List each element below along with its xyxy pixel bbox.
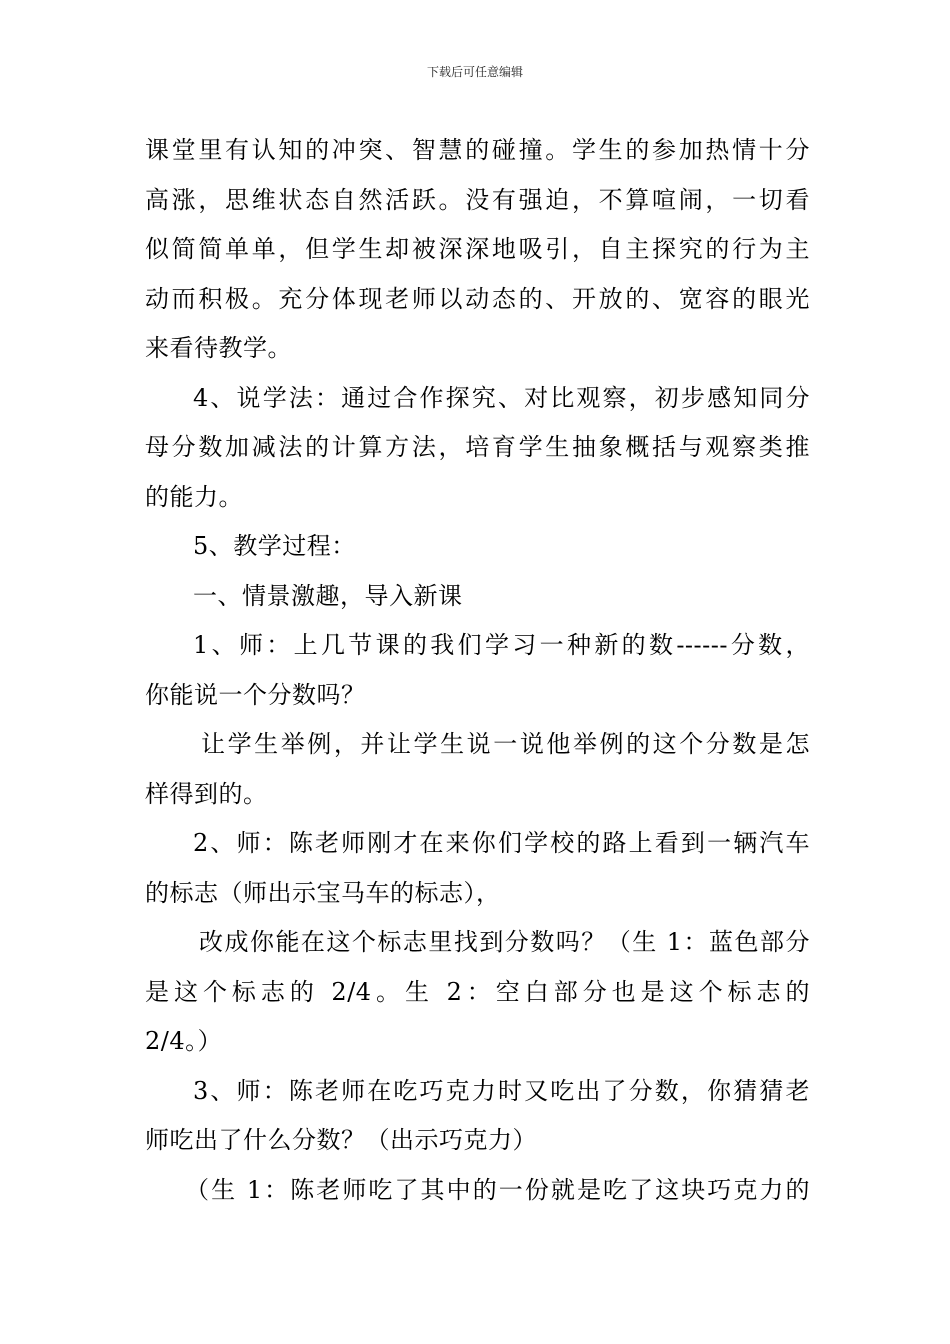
- text-line: 似简简单单，但学生却被深深地吸引，自主探究的行为主: [145, 235, 810, 263]
- page-header: 下载后可任意编辑: [426, 65, 523, 79]
- text-line: （生 1：陈老师吃了其中的一份就是吃了这块巧克力的: [185, 1175, 810, 1204]
- text-line: 一、情景激趣，导入新课: [193, 581, 463, 610]
- text-line: 3、师：陈老师在吃巧克力时又吃出了分数，你猜猜老: [193, 1076, 810, 1105]
- text-line: 的能力。: [145, 482, 243, 511]
- text-line: 课堂里有认知的冲突、智慧的碰撞。学生的参加热情十分: [145, 136, 810, 164]
- text-line: 动而积极。充分体现老师以动态的、开放的、宽容的眼光: [145, 284, 810, 313]
- document-body: [145, 126, 810, 1215]
- text-line: 2/4。）: [145, 1027, 223, 1055]
- text-line: 是这个标志的 2/4。生 2：空白部分也是这个标志的: [145, 977, 810, 1006]
- text-line: 4、说学法：通过合作探究、对比观察，初步感知同分: [193, 383, 810, 412]
- text-line: 来看待教学。: [145, 334, 292, 362]
- text-line: 师吃出了什么分数？（出示巧克力）: [145, 1126, 537, 1154]
- text-line: 高涨，思维状态自然活跃。没有强迫，不算喧闹，一切看: [145, 185, 810, 214]
- text-line: 母分数加减法的计算方法，培育学生抽象概括与观察类推: [145, 433, 810, 461]
- text-line: 2、师：陈老师刚才在来你们学校的路上看到一辆汽车: [193, 829, 810, 857]
- text-line: 让学生举例，并让学生说一说他举例的这个分数是怎: [201, 730, 810, 758]
- text-line: 5、教学过程：: [193, 532, 356, 560]
- text-line: 你能说一个分数吗？: [145, 680, 366, 709]
- text-line: 样得到的。: [145, 779, 268, 808]
- text-line: 1、师：上几节课的我们学习一种新的数------分数，: [193, 631, 810, 659]
- text-line: 改成你能在这个标志里找到分数吗？（生 1：蓝色部分: [199, 928, 810, 956]
- text-line: 的标志（师出示宝马车的标志），: [145, 878, 501, 907]
